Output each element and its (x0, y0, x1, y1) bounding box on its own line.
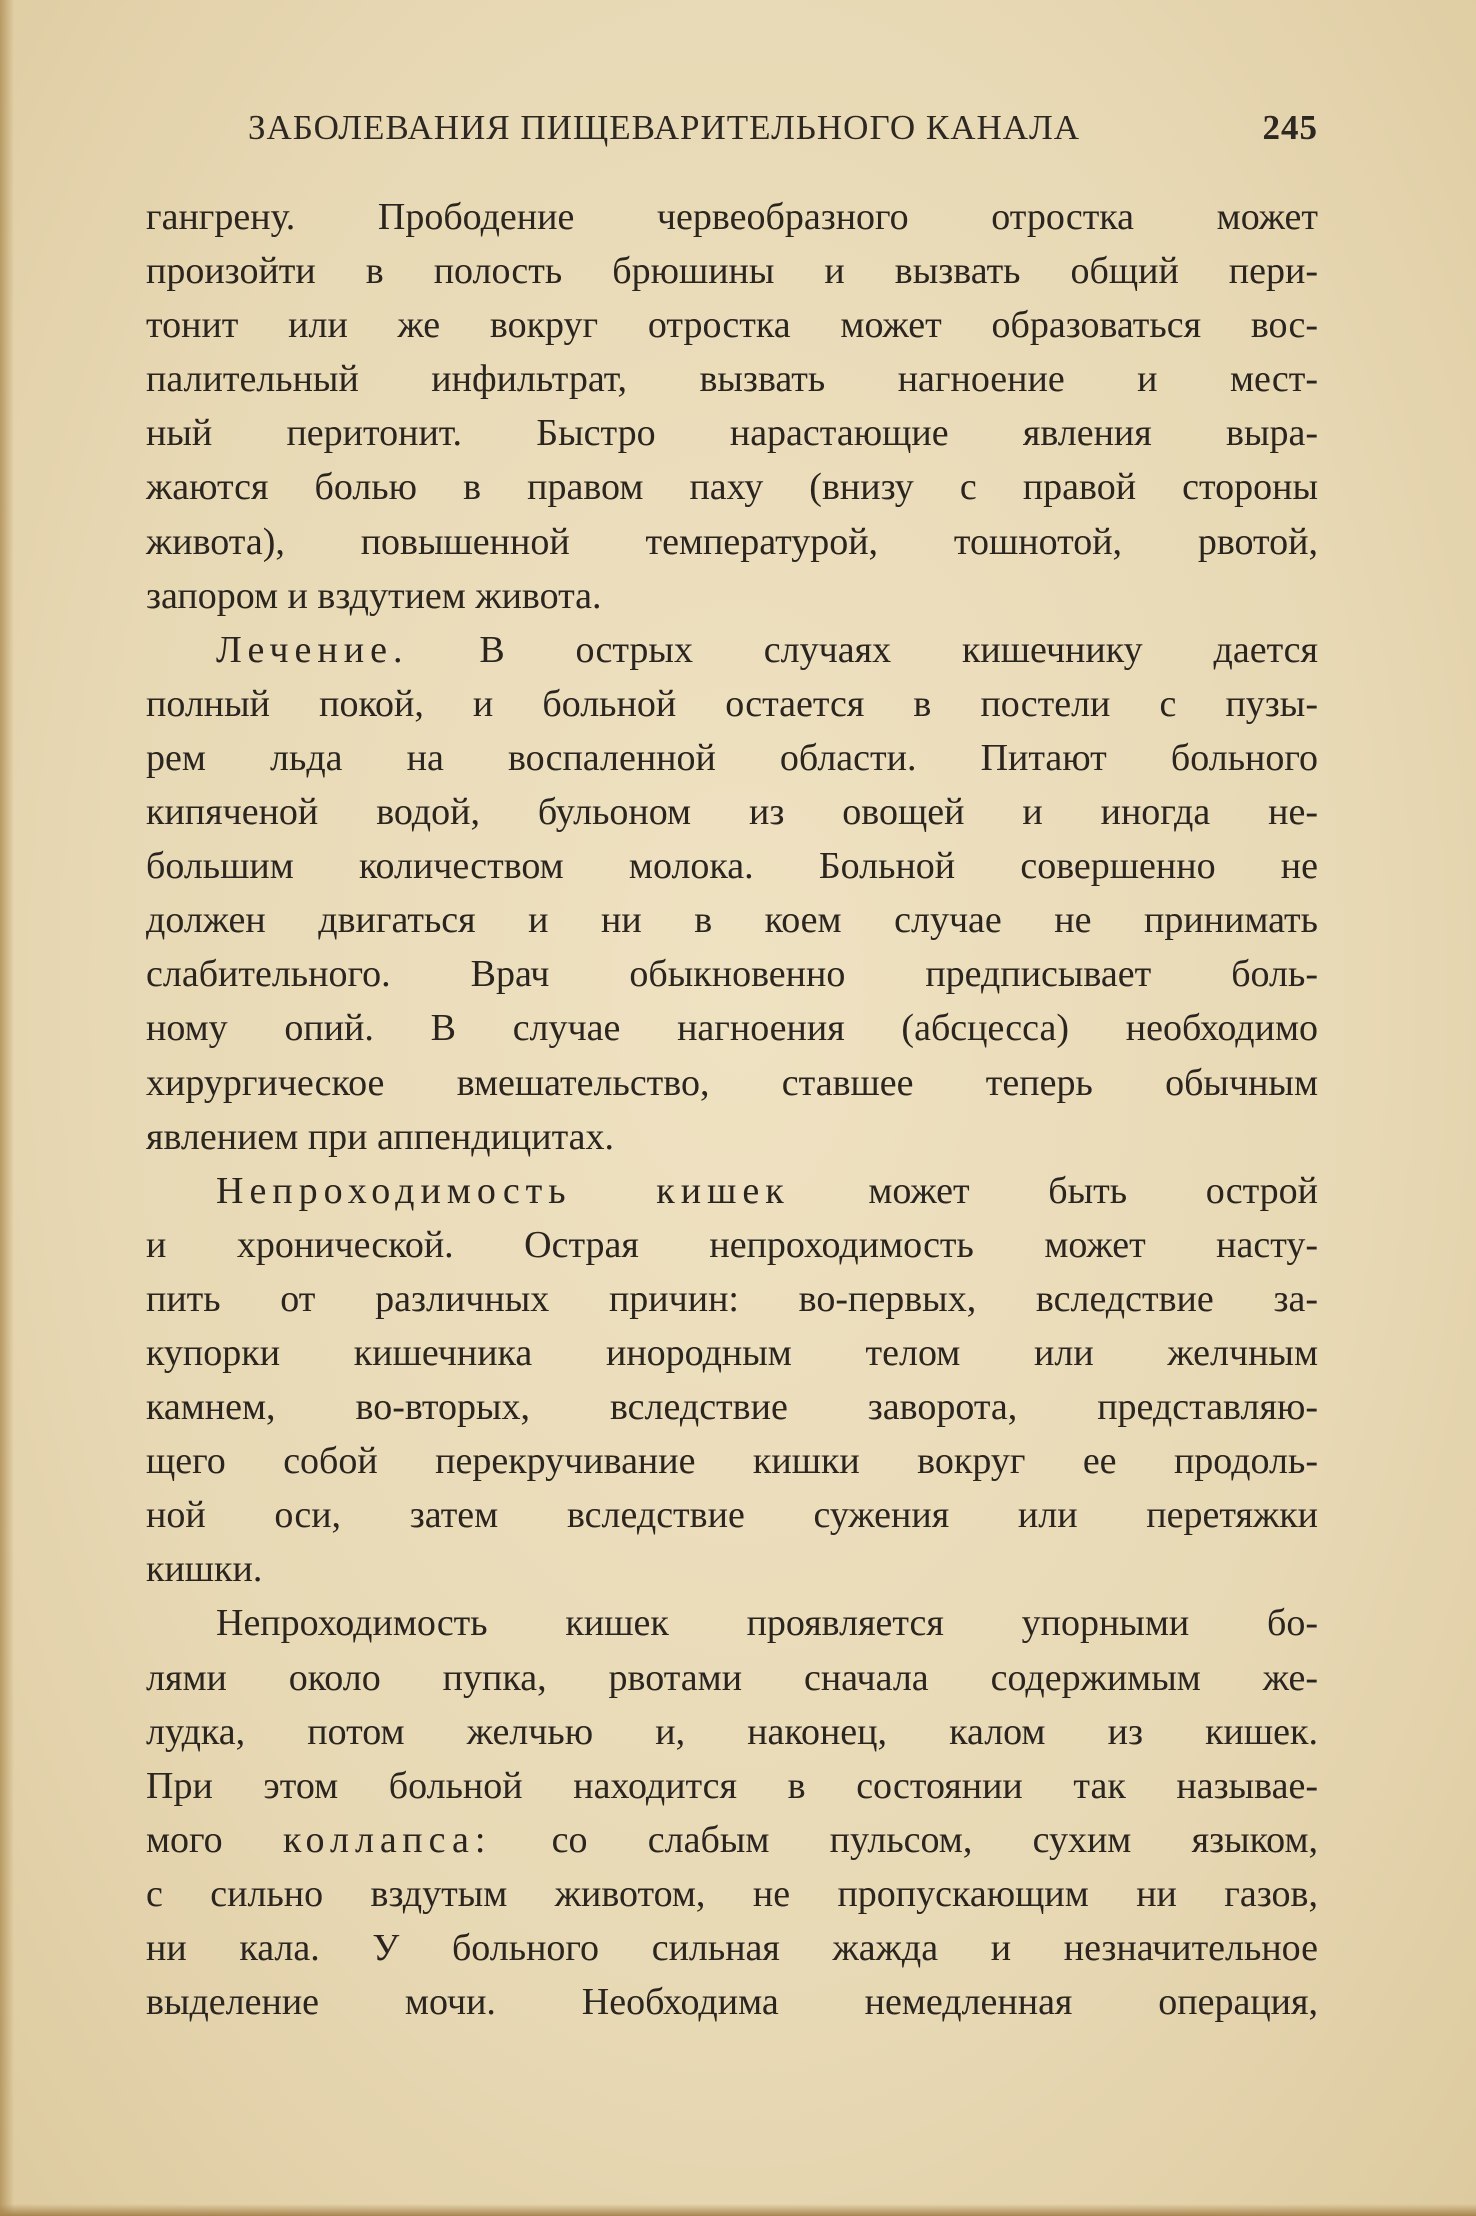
paragraph-start-line (146, 1164, 1318, 1218)
paragraph-start-line: Непроходимость кишек проявляется упорными бо- (216, 1602, 1318, 1645)
running-head-title: ЗАБОЛЕВАНИЯ ПИЩЕВАРИТЕЛЬНОГО КАНАЛА (248, 108, 1081, 147)
text-line: полный покой, и больной остается в постели с пузы- (146, 682, 1318, 725)
spaced-term: Лечение. (216, 628, 409, 671)
text-line: слабительного. Врач обыкновенно предписывает боль- (146, 953, 1318, 996)
text-line: произойти в полость брюшины и вызвать общий пери- (146, 250, 1318, 293)
text-line: лями около пупка, рвотами сначала содержимым же- (146, 1656, 1318, 1699)
text-line: ной оси, затем вследствие сужения или перетяжки (146, 1494, 1318, 1537)
text-line: живота), повышенной температурой, тошнотой, рвотой, (146, 520, 1318, 563)
text-line: и хронической. Острая непроходимость может насту- (146, 1223, 1318, 1266)
text-line: При этом больной находится в состоянии так называе- (146, 1764, 1318, 1807)
page-number: 245 (1262, 108, 1318, 147)
text-line: хирургическое вмешательство, ставшее теперь обычным (146, 1061, 1318, 1104)
text-line: большим количеством молока. Больной совершенно не (146, 845, 1318, 888)
text-line: щего собой перекручивание кишки вокруг ее продоль- (146, 1440, 1318, 1483)
text-line (146, 1813, 1318, 1867)
text-line: выделение мочи. Необходима немедленная операция, (146, 1981, 1318, 2024)
text-line: жаются болью в правом паху (внизу с правой стороны (146, 466, 1318, 509)
text-run: мого (146, 1818, 283, 1861)
running-head (248, 108, 1318, 148)
text-line: кишки. (146, 1548, 263, 1591)
paragraph-start-line (146, 623, 1318, 677)
text-line: рем льда на воспаленной области. Питают больного (146, 736, 1318, 779)
text-run: может быть острой (789, 1169, 1318, 1212)
text-line: должен двигаться и ни в коем случае не принимать (146, 899, 1318, 942)
text-line: гангрену. Прободение червеобразного отростка может (146, 196, 1318, 238)
text-line: лудка, потом желчью и, наконец, калом из кишек. (146, 1710, 1318, 1753)
text-line: купорки кишечника инородным телом или желчным (146, 1331, 1318, 1374)
text-run: В острых случаях кишечнику дается (408, 628, 1318, 671)
text-line: палительный инфильтрат, вызвать нагноение и мест- (146, 358, 1318, 401)
text-line: ному опий. В случае нагноения (абсцесса) необходимо (146, 1007, 1318, 1050)
spaced-term: Непроходимость кишек (216, 1169, 790, 1212)
text-line: явлением при аппендицитах. (146, 1115, 615, 1158)
text-line: ни кала. У больного сильная жажда и незначительное (146, 1927, 1318, 1969)
text-line: кипяченой водой, бульоном из овощей и иногда не- (146, 791, 1318, 834)
text-line: запором и вздутием живота. (146, 574, 602, 617)
text-line: тонит или же вокруг отростка может образоваться вос- (146, 304, 1318, 347)
text-run: со слабым пульсом, сухим языком, (491, 1818, 1319, 1861)
text-line: пить от различных причин: во-первых, вследствие за- (146, 1277, 1318, 1320)
text-line: с сильно вздутым животом, не пропускающим ни газов, (146, 1872, 1318, 1915)
spaced-term: коллапса: (282, 1818, 492, 1861)
body-text (146, 190, 1318, 2029)
text-line: камнем, во-вторых, вследствие заворота, представляю- (146, 1386, 1318, 1429)
text-line: ный перитонит. Быстро нарастающие явления выра- (146, 412, 1318, 455)
